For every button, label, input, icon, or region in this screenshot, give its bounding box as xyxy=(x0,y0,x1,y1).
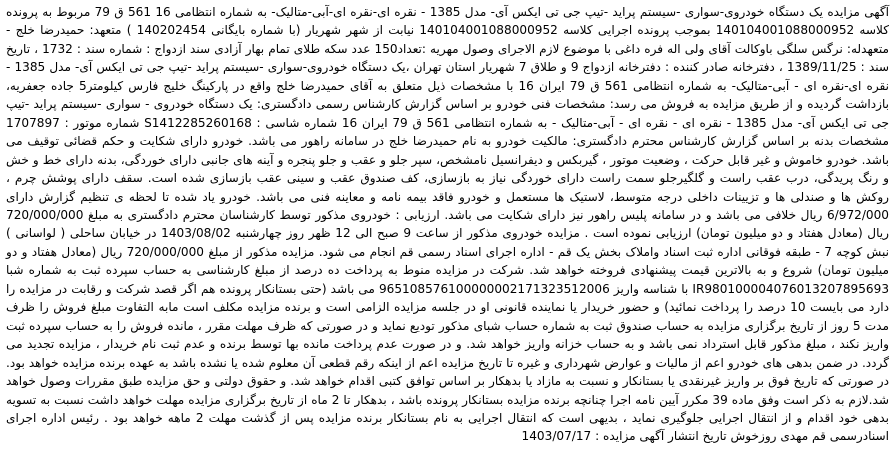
auction-notice-text: آگهی مزایده یک دستگاه خودروی-سواری -سیستم پراید -تیپ جی تی ایکس آی- مدل 1385 - نقره ای-نقره ای-آبی-متالیک- به شماره انتظامی 16 561 ق 79 مربوط به پرونده کلاسه 140104001088000952 بموجب پرونده اجرایی کلاسه 140104001088000952 نیابت از شهر شهریار (با شماره بایگانی 140202454 ) متعهد: حمیدرضا خلج - متعهدله: نرگس سلگی باوکالت آقای ولی اله فره داغی با موضوع لازم الاجرای وصول مهریه :تعداد150 عدد سکه طلای تمام بهار آزادی سند ازدواج : شماره سند : 1732 ، تاریخ سند : 1389/11/25 ، دفترخانه صادر کننده : دفترخانه ازدواج 9 و طلاق 7 شهریار استان تهران ،یک دستگاه خودروی-سواری -سیستم پراید -تیپ جی تی ایکس آی- مدل 1385 - نقره ای-نقره ای - آبی-متالیک- به شماره انتظامی 561 ق 79 ایران 16 با مشخصات ذیل متعلق به آقای حمیدرضا خلج واقع در پارکینگ خلیج فارس کیلومتر5 جاده جعفریه، بازداشت گردیده و از طریق مزایده به فروش می رسد: مشخصات فنی خودرو بر اساس گزارش کارشناس رسمی دادگستری: یک دستگاه خودروی - سواری -سیستم پراید -تیپ جی تی ایکس آی- مدل 1385 - نقره ای - نقره ای - آبی-متالیک - به شماره انتظامی 561 ق 79 ایران 16 شماره شاسی : S1412285260168 شماره موتور : 1707897 مشخصات بدنه بر اساس گزارش کارشناس محترم دادگستری: مالکیت خودرو به نام حمیدرضا خلج در سامانه راهور می باشد. خودرو دارای شکایت و حکم قضائی توقیف می باشد. خودرو خاموش و غیر قابل حرکت ، وضعیت موتور ، گیربکس و دیفرانسیل نامشخص، سپر جلو و عقب و جلو پنجره و آینه های جانبی دارای خوردگی، بدنه دارای خط و خش و رنگ پریدگی، درب عقب راست و گلگیرجلو سمت راست دارای خوردگی نیاز به بازسازی، کف صندوق عقب و سینی عقب بازسازی شده است. سقف دارای پوشش چرم ، روکش ها و صندلی ها و تزیینات داخلی درجه متوسط، لاستیک ها مستعمل و خودرو فاقد بیمه نامه و معاینه فنی می باشد. خودرو یاد شده تا لحظه ی تنظیم گزارش دارای 6/972/000 ریال خلافی می باشد و در سامانه پلیس راهور نیز دارای شکایت می باشد. ارزیابی : خودروی مذکور توسط کارشناسان محترم دادگستری به مبلغ 720/000/000 ریال (معادل هفتاد و دو میلیون تومان) ارزیابی نموده است . مزایده خودروی مذکور از ساعت 9 صبح الی 12 ظهر روز چهارشنبه 1403/08/02 در خیابان ساحلی ( لواسانی ) نبش کوچه 7 - طبقه فوقانی اداره ثبت اسناد واملاک بخش یک قم - اداره اجرای اسناد رسمی قم انجام می شود. مزایده مذکور از مبلغ 720/000/000 ریال (معادل هفتاد و دو میلیون تومان) شروع و به بالاترین قیمت پیشنهادی فروخته خواهد شد. شرکت در مزایده منوط به پرداخت ده درصد از مبلغ کارشناسی به حساب سپرده ثبت به شماره شبا IR980100004076013207895693 با شناسه واریز 965108576100000002171323512006 می باشد (حتی بستانکار پرونده هم اگر قصد شرکت و رقابت در مزایده را دارد می بایست 10 درصد را پرداخت نمائید) و حضور خریدار یا نماینده قانونی او در جلسه مزایده الزامی است و برنده مزایده مکلف است مابه التفاوت مبلغ فروش را ظرف مدت 5 روز از تاریخ برگزاری مزایده به حساب صندوق ثبت به شماره حساب شبای مذکور تودیع نماید و در صورتی که ظرف مهلت مقرر ، مانده فروش را به حساب سپرده ثبت واریز نکند ، مبلغ مذکور قابل استرداد نمی باشد و به حساب خزانه واریز خواهد شد. و در صورت عدم پرداخت مانده بها توسط برنده و عدم ثبت نام خریدار ، مزایده تجدید می گردد. در ضمن بدهی های خودرو اعم از مالیات و عوارض شهرداری و غیره تا تاریخ مزایده اعم از اینکه رقم قطعی آن معلوم شده یا نشده باشد به عهده برنده مزایده خواهد بود. در صورتی که تاریخ فوق بر واریز غیرنقدی یا بستانکار و نسبت به مازاد یا بدهکار بر اساس توافق کتبی اقدام خواهد شد. و حقوق دولتی و حق مزایده طبق مقررات وصول خواهد شد.لازم به ذکر است وفق ماده 39 مکرر آیین نامه اجرا چنانچه برنده مزایده بستانکار پرونده باشد ، بدهکار تا 2 ماه از تاریخ برگزاری مزایده مهلت خواهد داشت نسبت به تسویه بدهی خود اقدام و از انتقال اجرایی جلوگیری نماید ، بدیهی است که انتقال اجرایی به نام بستانکار برنده مزایده پس از گذشت مهلت 2 ماهه خواهد بود . رئیس اداره اجرای اسنادرسمی قم مهدی روزخوش تاریخ انتشار آگهی مزایده : 1403/07/17 xyxy=(6,5,890,444)
